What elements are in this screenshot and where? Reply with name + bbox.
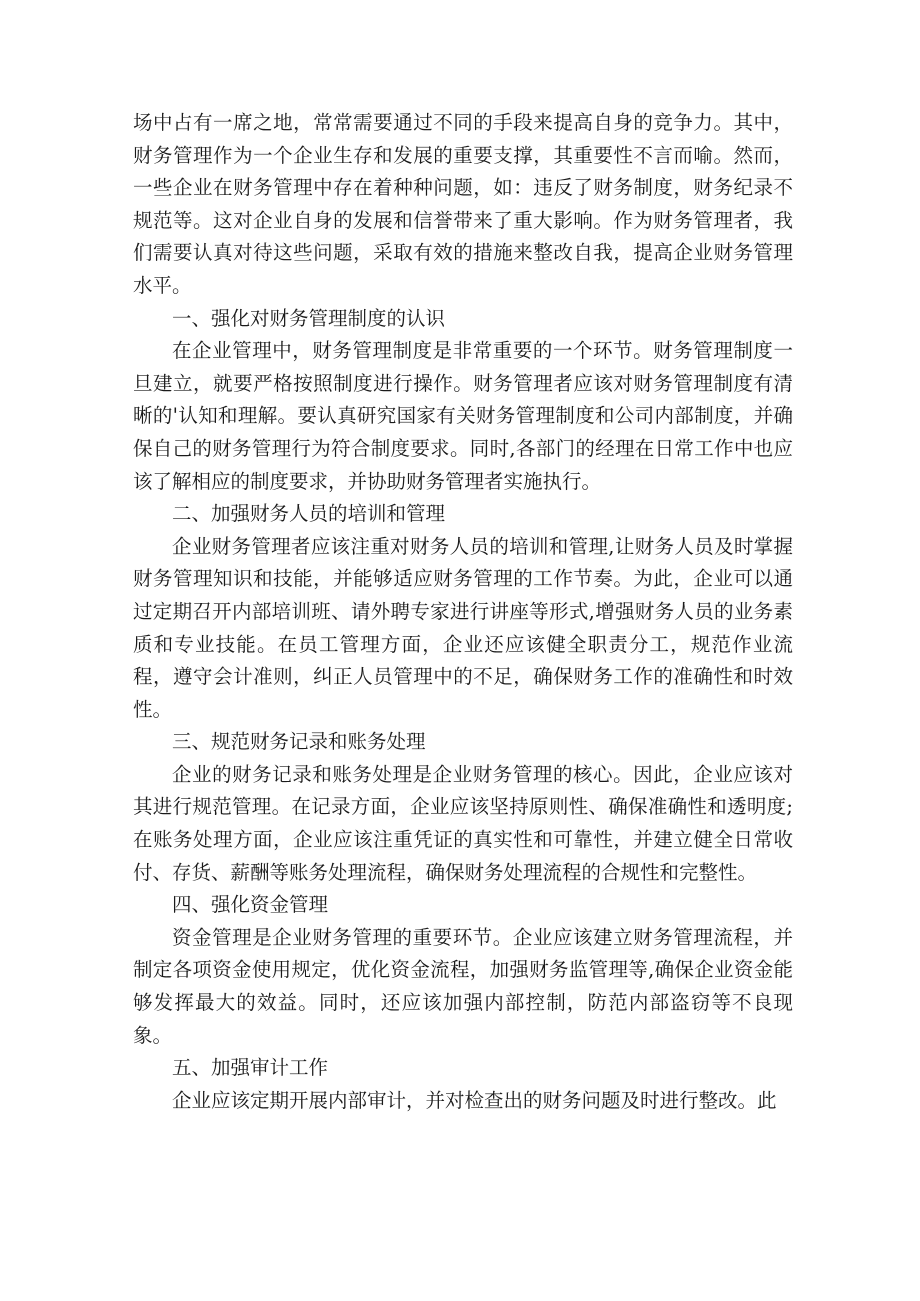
section-heading-3: 三、规范财务记录和账务处理 <box>172 730 426 754</box>
document-page <box>133 107 793 1117</box>
section-body-1: 在企业管理中，财务管理制度是非常重要的一个环节。财务管理制度一旦建立，就要严格按照制度进行操作。财务管理者应该对财务管理制度有清晰的'认知和理解。要认真研究国家有关财务管理制度和公司内部制度，并确保自己的财务管理行为符合制度要求。同时,各部门的经理在日常工作中也应该了解相应的制度要求，并协助财务管理者实施执行。 <box>133 339 793 493</box>
section-heading-1: 一、强化对财务管理制度的认识 <box>172 306 446 330</box>
section-heading-2: 二、加强财务人员的培训和管理 <box>172 502 446 526</box>
section-body-4: 资金管理是企业财务管理的重要环节。企业应该建立财务管理流程，并制定各项资金使用规定，优化资金流程，加强财务监管理等,确保企业资金能够发挥最大的效益。同时，还应该加强内部控制，防范内部盗窃等不良现象。 <box>133 925 793 1047</box>
section-body-5: 企业应该定期开展内部审计，并对检查出的财务问题及时进行整改。此 <box>172 1088 777 1112</box>
section-body-2: 企业财务管理者应该注重对财务人员的培训和管理,让财务人员及时掌握财务管理知识和技能，并能够适应财务管理的工作节奏。为此，企业可以通过定期召开内部培训班、请外聘专家进行讲座等形式,增强财务人员的业务素质和专业技能。在员工管理方面，企业还应该健全职责分工，规范作业流程，遵守会计准则，纠正人员管理中的不足，确保财务工作的准确性和时效性。 <box>133 534 793 721</box>
section-body-3: 企业的财务记录和账务处理是企业财务管理的核心。因此，企业应该对其进行规范管理。在记录方面，企业应该坚持原则性、确保准确性和透明度;在账务处理方面，企业应该注重凭证的真实性和可靠性，并建立健全日常收付、存货、薪酬等账务处理流程，确保财务处理流程的合规性和完整性。 <box>133 762 793 884</box>
section-heading-4: 四、强化资金管理 <box>172 893 329 917</box>
intro-paragraph: 场中占有一席之地，常常需要通过不同的手段来提高自身的竞争力。其中，财务管理作为一个企业生存和发展的重要支撑，其重要性不言而喻。然而，一些企业在财务管理中存在着种种问题，如：违反了财务制度，财务纪录不规范等。这对企业自身的发展和信誉带来了重大影响。作为财务管理者，我们需要认真对待这些问题，采取有效的措施来整改自我，提高企业财务管理水平。 <box>133 111 793 297</box>
section-heading-5: 五、加强审计工作 <box>172 1056 329 1080</box>
